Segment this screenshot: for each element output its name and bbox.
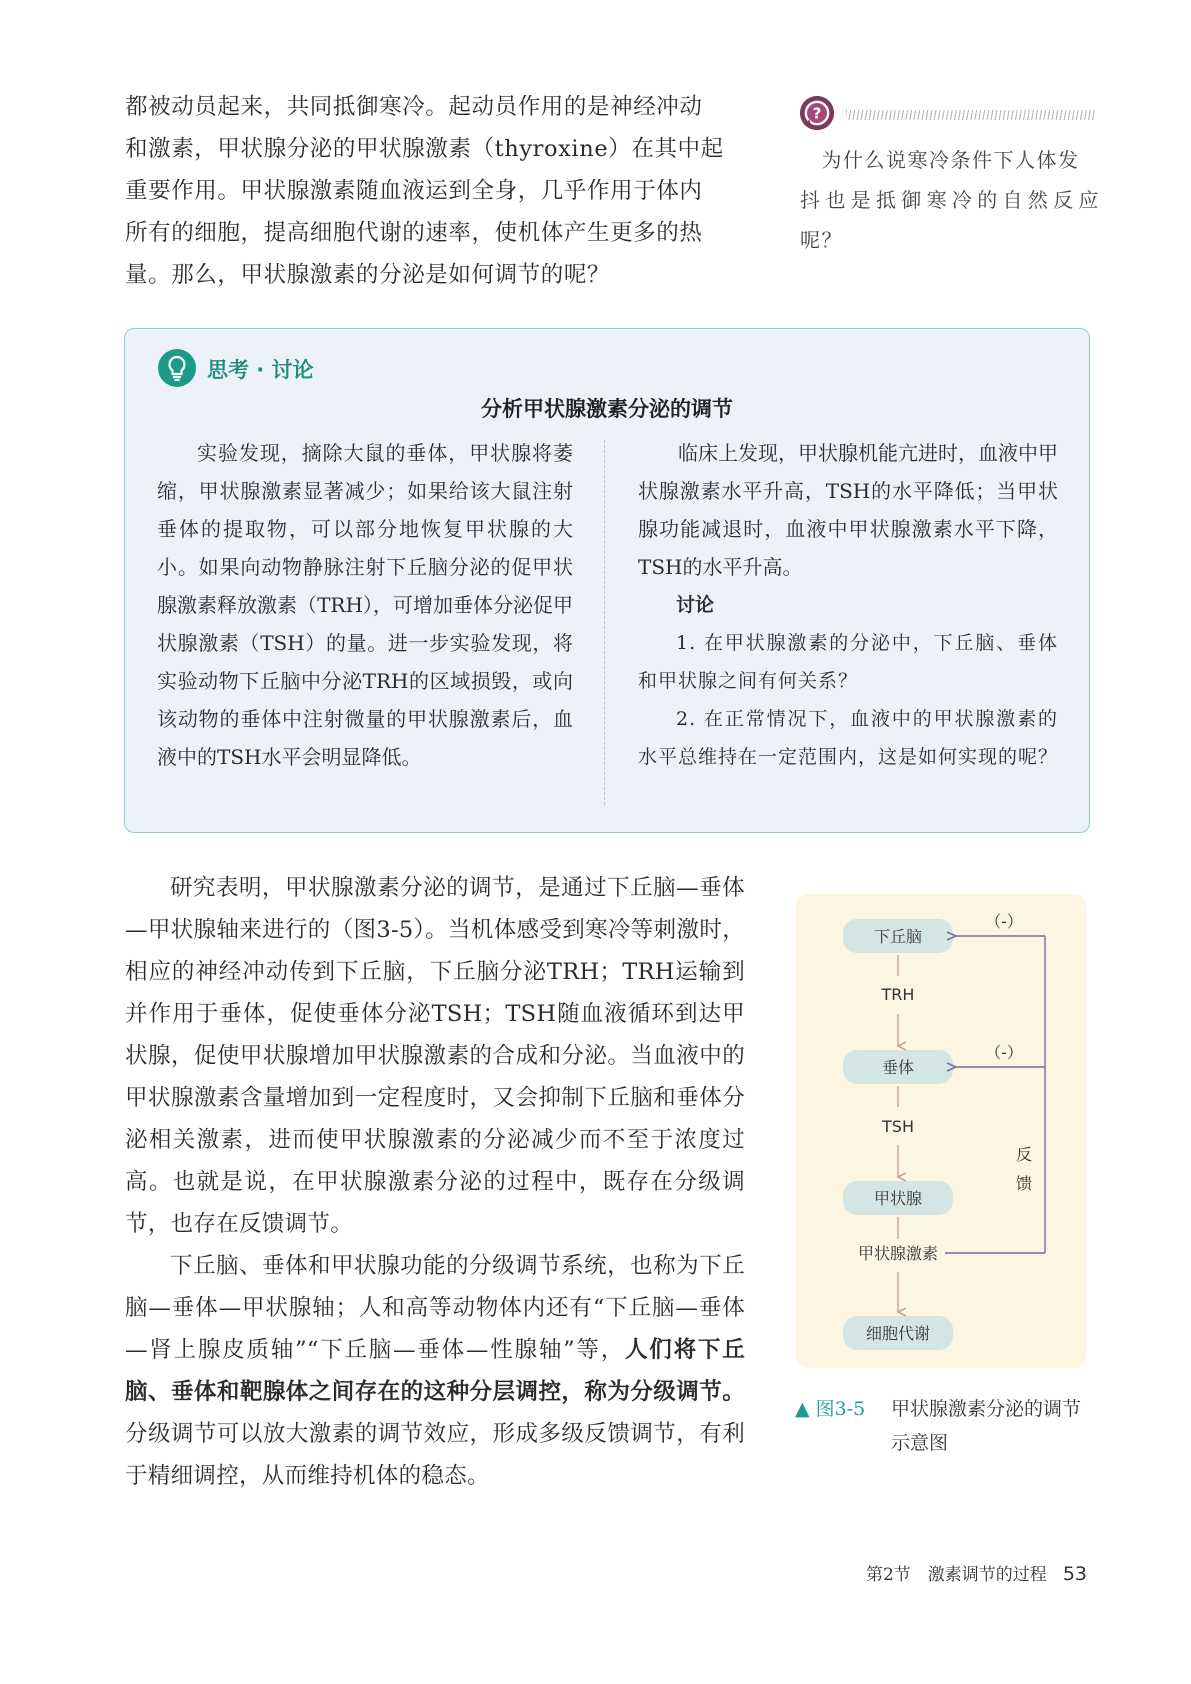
discussion-left-column xyxy=(157,434,573,776)
svg-text:?: ? xyxy=(812,104,822,123)
negative-sign: （-） xyxy=(985,912,1023,931)
discussion-title: 分析甲状腺激素分泌的调节 xyxy=(481,397,733,421)
discussion-question: 2. 在正常情况下，血液中的甲状腺激素的水平总维持在一定范围内，这是如何实现的呢？ xyxy=(638,708,1059,768)
intro-line: 所有的细胞，提高细胞代谢的速率，使机体产生更多的热 xyxy=(125,220,703,246)
margin-question xyxy=(800,140,1100,260)
node-label: 细胞代谢 xyxy=(865,1324,931,1343)
feedback-label: 馈 xyxy=(1015,1174,1033,1193)
figure-number: ▲ 图3-5 xyxy=(795,1398,866,1420)
node-label: 垂体 xyxy=(881,1058,915,1077)
clinical-text: 临床上发现，甲状腺机能亢进时，血液中甲状腺激素水平升高，TSH的水平降低；当甲状腺功能减退时，血液中甲状腺激素水平下降，TSH的水平升高。 xyxy=(638,441,1058,579)
tsh-label: TSH xyxy=(882,1117,914,1136)
node-label: 下丘脑 xyxy=(873,927,923,946)
node-metabolism xyxy=(843,1316,953,1350)
intro-line: 量。那么，甲状腺激素的分泌是如何调节的呢？ xyxy=(125,262,611,288)
question-line: 抖也是抵御寒冷的自然反应呢？ xyxy=(800,188,1100,252)
body-text-span: 分级调节可以放大激素的调节效应，形成多级反馈调节，有利于精细调控，从而维持机体的稳态。 xyxy=(125,1421,745,1489)
node-pituitary xyxy=(843,1050,953,1084)
intro-paragraph xyxy=(125,86,745,296)
figure-caption xyxy=(795,1392,1095,1460)
page-footer xyxy=(866,1560,1087,1585)
body-text-span: 下丘脑、垂体和甲状腺功能的分级调节系统，也称为下丘脑—垂体—甲状腺轴；人和高等动物体内还有“下丘脑—垂体—肾上腺皮质轴”“下丘脑—垂体—性腺轴”等， xyxy=(125,1253,745,1363)
lightbulb-icon xyxy=(157,348,197,388)
discussion-heading: 讨论 xyxy=(676,594,715,616)
question-divider xyxy=(846,110,1096,120)
trh-label: TRH xyxy=(881,985,915,1004)
question-line: 为什么说寒冷条件下人体发 xyxy=(800,148,1080,172)
hormone-label: 甲状腺激素 xyxy=(857,1244,939,1263)
section-title: 第2节 激素调节的过程 xyxy=(865,1565,1047,1585)
intro-line: 都被动员起来，共同抵御寒冷。起动员作用的是神经冲动 xyxy=(125,94,703,120)
node-hypothalamus xyxy=(843,919,953,953)
page-number: 53 xyxy=(1062,1563,1087,1585)
discussion-right-column xyxy=(638,434,1058,776)
intro-line: 和激素，甲状腺分泌的甲状腺激素（thyroxine）在其中起 xyxy=(125,136,724,162)
node-label: 甲状腺 xyxy=(873,1189,923,1208)
node-thyroid xyxy=(843,1181,953,1215)
feedback-label: 反 xyxy=(1015,1145,1033,1164)
experiment-text: 实验发现，摘除大鼠的垂体，甲状腺将萎缩，甲状腺激素显著减少；如果给该大鼠注射垂体的提取物，可以部分地恢复甲状腺的大小。如果向动物静脉注射下丘脑分泌的促甲状腺激素释放激素（TRH），可增加垂体分泌促甲状腺激素（TSH）的量。进一步实验发现，将实验动物下丘脑中分泌TRH的区域损毁，或向该动物的垂体中注射微量的甲状腺激素后，血液中的TSH水平会明显降低。 xyxy=(157,441,573,769)
intro-line: 重要作用。甲状腺激素随血液运到全身，几乎作用于体内 xyxy=(125,178,703,204)
discussion-question: 1. 在甲状腺激素的分泌中，下丘脑、垂体和甲状腺之间有何关系？ xyxy=(638,632,1058,692)
definition-bold: 人们将下丘脑、垂体和靶腺体之间存在的这种分层调控，称为分级调节。 xyxy=(125,1337,745,1405)
body-paragraph: 研究表明，甲状腺激素分泌的调节，是通过下丘脑—垂体—甲状腺轴来进行的（图3-5）。当机体感受到寒冷等刺激时，相应的神经冲动传到下丘脑，下丘脑分泌TRH；TRH运输到并作用于垂体，促使垂体分泌TSH；TSH随血液循环到达甲状腺，促使甲状腺增加甲状腺激素的合成和分泌。当血液中的甲状腺激素含量增加到一定程度时，又会抑制下丘脑和垂体分泌相关激素，进而使甲状腺激素的分泌减少而不至于浓度过高。也就是说，在甲状腺激素分泌的过程中，既存在分级调节，也存在反馈调节。 xyxy=(125,875,745,1237)
negative-sign: （-） xyxy=(985,1043,1023,1062)
question-bubble-icon xyxy=(798,94,836,132)
column-divider xyxy=(604,440,605,805)
body-paragraph xyxy=(125,1245,745,1497)
regulation-diagram xyxy=(796,894,1086,1368)
discussion-label: 思考 · 讨论 xyxy=(207,358,314,382)
figure-caption-text: 甲状腺激素分泌的调节示意图 xyxy=(891,1398,1082,1454)
body-text xyxy=(125,867,745,1497)
